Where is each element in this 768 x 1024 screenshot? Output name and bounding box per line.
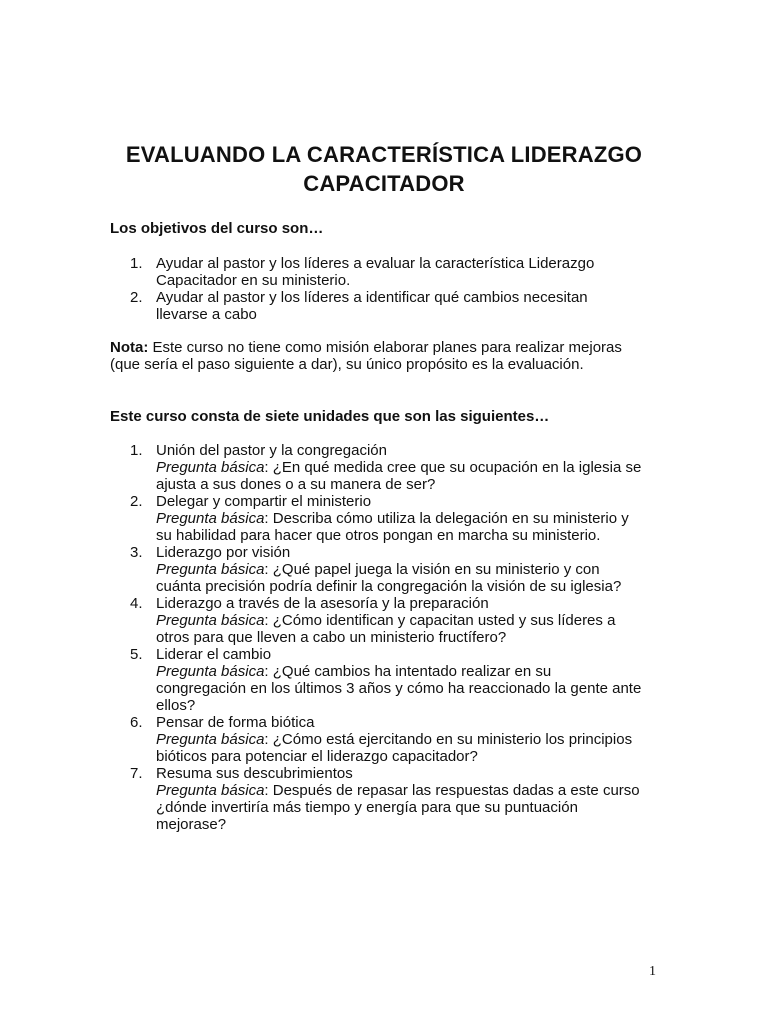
list-number: 2. — [130, 289, 143, 306]
unit-item — [110, 714, 670, 765]
note-text-line: Este curso no tiene como misión elaborar planes para realizar mejoras — [148, 339, 622, 356]
question-label: Pregunta básica — [156, 510, 265, 527]
question-text: otros para que lleven a cabo un ministerio fructífero? — [156, 629, 507, 646]
unit-title: Unión del pastor y la congregación — [156, 442, 387, 459]
objective-text-line: llevarse a cabo — [156, 306, 257, 323]
question-text: : ¿Qué cambios ha intentado realizar en su — [264, 663, 552, 680]
note-label: Nota: — [110, 339, 149, 356]
question-text: : ¿En qué medida cree que su ocupación en la iglesia se — [264, 459, 642, 476]
list-number: 1. — [130, 442, 143, 459]
objective-text-line: Ayudar al pastor y los líderes a identificar qué cambios necesitan — [156, 289, 588, 306]
units-heading: Este curso consta de siete unidades que son las siguientes… — [110, 408, 550, 425]
document-title — [90, 140, 678, 198]
unit-title: Resuma sus descubrimientos — [156, 765, 353, 782]
unit-title: Liderazgo por visión — [156, 544, 291, 561]
objectives-heading: Los objetivos del curso son… — [110, 220, 324, 237]
question-text: : ¿Cómo identifican y capacitan usted y sus líderes a — [264, 612, 616, 629]
question-label: Pregunta básica — [156, 663, 265, 680]
list-number: 3. — [130, 544, 143, 561]
question-text: : ¿Qué papel juega la visión en su ministerio y con — [264, 561, 600, 578]
objective-item — [110, 289, 670, 323]
objective-text-line: Ayudar al pastor y los líderes a evaluar la característica Liderazgo — [156, 255, 595, 272]
list-number: 6. — [130, 714, 143, 731]
question-text: su habilidad para hacer que otros pongan en marcha su ministerio. — [156, 527, 601, 544]
question-label: Pregunta básica — [156, 731, 265, 748]
question-text: congregación en los últimos 3 años y cómo ha reaccionado la gente ante — [156, 680, 642, 697]
document-title-line-1: EVALUANDO LA CARACTERÍSTICA LIDERAZGO — [125, 142, 643, 167]
list-number: 7. — [130, 765, 143, 782]
list-number: 2. — [130, 493, 143, 510]
question-text: ellos? — [156, 697, 196, 714]
objective-text-line: Capacitador en su ministerio. — [156, 272, 351, 289]
unit-item — [110, 442, 670, 493]
document-title-line-2: CAPACITADOR — [303, 171, 465, 196]
objective-item — [110, 255, 670, 289]
unit-item — [110, 646, 670, 714]
list-number: 5. — [130, 646, 143, 663]
units-list — [110, 442, 670, 833]
unit-title: Liderar el cambio — [156, 646, 272, 663]
question-text: ¿dónde invertiría más tiempo y energía para que su puntuación — [156, 799, 578, 816]
unit-title: Delegar y compartir el ministerio — [156, 493, 372, 510]
list-number: 4. — [130, 595, 143, 612]
question-label: Pregunta básica — [156, 782, 265, 799]
question-label: Pregunta básica — [156, 561, 265, 578]
unit-item — [110, 595, 670, 646]
question-text: : Después de repasar las respuestas dadas a este curso — [264, 782, 640, 799]
question-text: ajusta a sus dones o a su manera de ser? — [156, 476, 436, 493]
page-number: 1 — [649, 964, 656, 979]
objectives-list — [110, 255, 670, 323]
question-text: cuánta precisión podría definir la congregación la visión de su iglesia? — [156, 578, 622, 595]
unit-item — [110, 765, 670, 833]
unit-title: Liderazgo a través de la asesoría y la preparación — [156, 595, 489, 612]
question-text: : Describa cómo utiliza la delegación en su ministerio y — [264, 510, 629, 527]
question-label: Pregunta básica — [156, 612, 265, 629]
question-text: bióticos para potenciar el liderazgo capacitador? — [156, 748, 478, 765]
document-body — [110, 220, 670, 833]
list-number: 1. — [130, 255, 143, 272]
question-label: Pregunta básica — [156, 459, 265, 476]
unit-item — [110, 544, 670, 595]
question-text: mejorase? — [156, 816, 227, 833]
note-paragraph — [110, 339, 670, 373]
note-text-line: (que sería el paso siguiente a dar), su único propósito es la evaluación. — [110, 356, 584, 373]
unit-title: Pensar de forma biótica — [156, 714, 315, 731]
unit-item — [110, 493, 670, 544]
question-text: : ¿Cómo está ejercitando en su ministerio los principios — [264, 731, 633, 748]
